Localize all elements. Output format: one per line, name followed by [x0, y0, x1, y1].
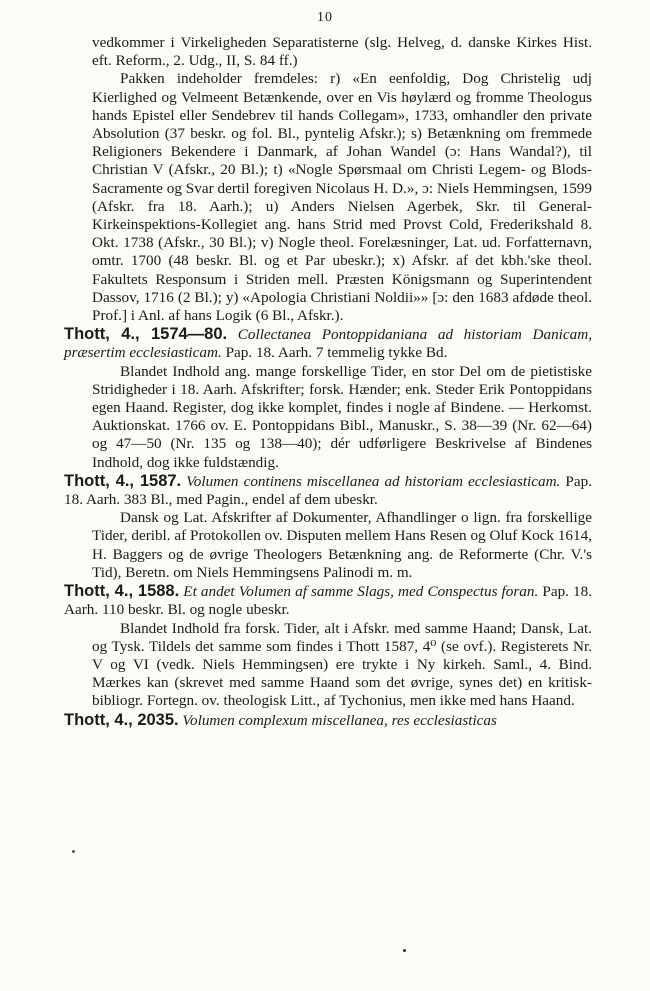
entry-ref: Thott, 4., 2035. [64, 710, 179, 729]
page-number: 10 [317, 10, 333, 25]
catalog-entry [64, 471, 592, 582]
document-body [64, 34, 593, 730]
entry-ref: Thott, 4., 1587. [64, 471, 182, 490]
entry-heading [64, 711, 592, 730]
entry-title: Volumen continens miscellanea ad historiam ecclesiasticam. [186, 472, 561, 490]
entry-title: Collectanea Pontoppidaniana ad historiam Danicam, præsertim ecclesiasticam. [64, 326, 592, 362]
entry-body [84, 363, 592, 472]
entry-heading [64, 582, 592, 619]
catalog-entry [64, 325, 592, 472]
entry-ref: Thott, 4., 1574—80. [64, 325, 228, 344]
entry-ref: Thott, 4., 1588. [64, 582, 180, 601]
entry-paragraph: Blandet Indhold fra forsk. Tider, alt i Afskr. med samme Haand; Dansk, Lat. og Tysk. Tildels det samme som findes i Thott 1587, 4⁰ (se ovf.). Registerets Nr. V og VI (vedk. Niels Hemmingsen) ere trykte i Ny kirkeh. Saml., 4. Bind. Mærkes kan (skrevet med samme Haand som det øvrige, synes det) en kritisk-bibliogr. Fortegn. ov. theologisk Litt., af Tychonius, men ikke med hans Haand. [92, 619, 592, 710]
entry-description: Pap. 18. Aarh. 383 Bl., med Pagin., endel af dem ubeskr. [64, 472, 592, 509]
entry-paragraph: Blandet Indhold ang. mange forskellige Tider, en stor Del om de pietistiske Stridigheder i 18. Aarh. Afskrifter; forsk. Hænder; enk. Steder Erik Pontoppidans egen Haand. Register, dog ikke komplet, findes i nogle af Bindene. — Herkomst. Auktionskat. 1766 ov. E. Pontoppidans Bibl., Manuskr., S. 38—39 (Nr. 62—64) og 47—50 (Nr. 135 og 138—40); dér udførligere Beskrivelse af Bindenes Indhold, dog ikke fuldstændig. [92, 362, 592, 471]
entry-description: Pap. 18. Aarh. 7 temmelig tykke Bd. [225, 344, 448, 362]
entry-title: Et andet Volumen af samme Slags, med Conspectus foran. [183, 583, 539, 601]
entry-body [84, 620, 592, 711]
entry-title: Volumen complexum miscellanea, res ecclesiasticas [182, 711, 497, 729]
entry-description: Pap. 18. Aarh. 110 beskr. Bl. og nogle ubeskr. [64, 583, 593, 619]
entry-body [84, 509, 592, 582]
continuation-text: vedkommer i Virkeligheden Separatisterne (slg. Helveg, d. danske Kirkes Hist. eft. Reform., 2. Udg., II, S. 84 ff.) [92, 34, 592, 70]
intro-paragraph: Pakken indeholder fremdeles: r) «En eenfoldig, Dog Christelig udj Kierlighed og Velmeent Betænkende, over en Vis høylærd og fromme Theologus hands Epistel eller Sendebrev til hands Collegam», 1733, omhandler den private Absolution (37 beskr. og fol. Bl., pyntelig Afskr.); s) Betænkning om fremmede Religioners Bekendere i Danmark, af Johan Wandel (ɔ: Hans Wandal?), til Christian V (Afskr., 20 Bl.); t) «Nogle Spørsmaal om Christi Legem- og Blods-Sacramente og Svar dertil foregiven Nicolaus H. D.», ɔ: Niels Hemmingsen, 1599 (Afskr. fra 18. Aarh.); u) Anders Nielsen Agerbek, Skr. til General-Kirkeinspektions-Kollegiet ang. hans Strid med Provst Cold, Frederikshald 8. Okt. 1738 (Afskr., 30 Bl.); v) Nogle theol. Forelæsninger, Lat. ud. Forfatternavn, omtr. 1700 (48 beskr. Bl. og et Par ubeskr.); x) Afskr. af det kbh.'ske theol. Fakultets Responsum i Striden mell. Præsten Königsmann og Superintendent Dassov, 1716 (2 Bl.); y) «Apologia Christiani Noldii»» [ɔ: den 1683 afdøde theol. Prof.] i Anl. af hans Logik (6 Bl., Afskr.). [92, 70, 592, 325]
page-speck [403, 949, 406, 952]
entry-paragraph: Dansk og Lat. Afskrifter af Dokumenter, Afhandlinger o lign. fra forskellige Tider, deribl. af Protokollen ov. Disputen mellem Hans Resen og Oluf Kock 1614, H. Baggers og de øvrige Theologers Betænkning ang. de Reformerte (Chr. V.'s Tid), Beretn. om Niels Hemmingsens Palinodi m. m. [92, 509, 592, 581]
catalog-entry [64, 582, 593, 710]
margin-dot [72, 850, 75, 853]
catalog-entry [64, 710, 592, 730]
entry-heading [64, 325, 592, 362]
entry-heading [64, 472, 592, 509]
